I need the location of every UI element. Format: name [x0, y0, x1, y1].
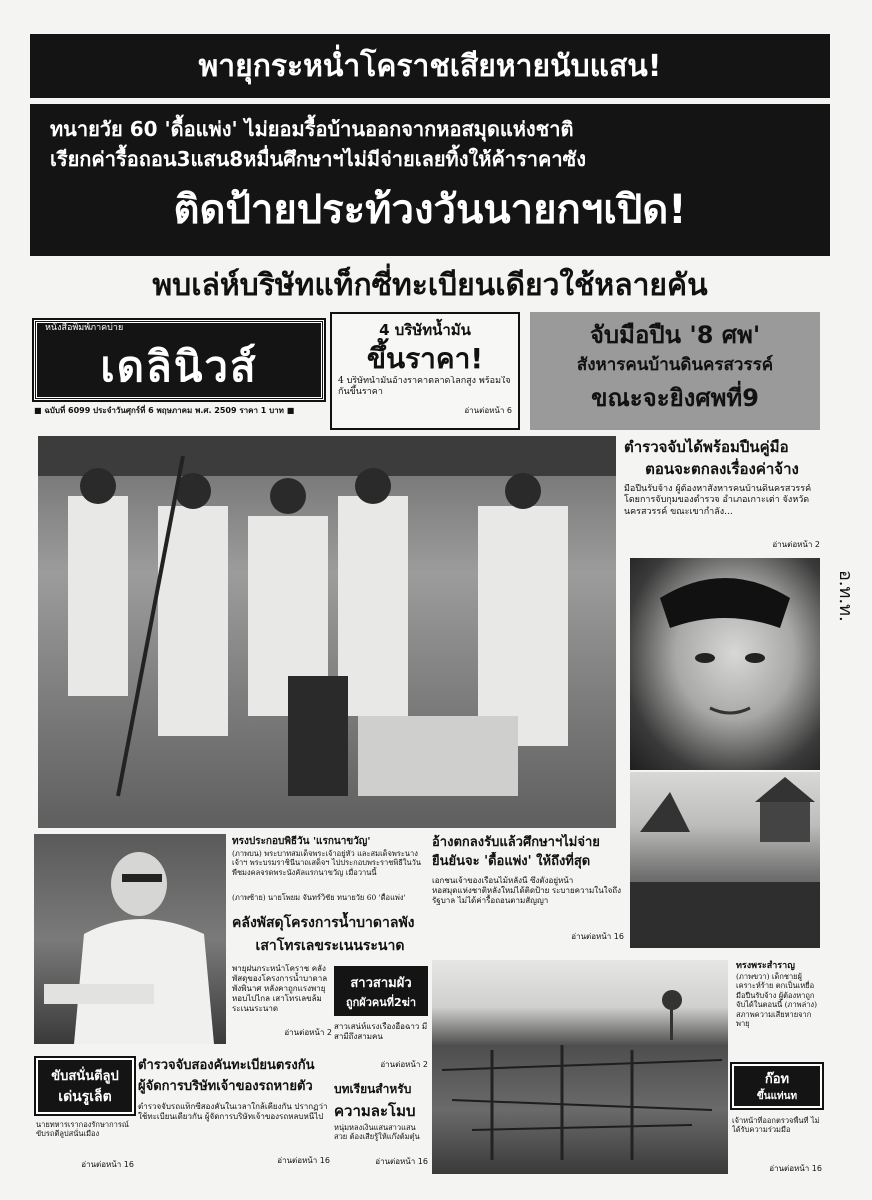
boy-portrait [630, 558, 820, 770]
water-headline-line2: เสาโทรเลขระเนนระนาด [255, 938, 405, 954]
oil-more-link[interactable]: อ่านต่อหน้า 6 [464, 406, 512, 415]
gunman-box [530, 312, 820, 430]
gunman-line3: ขณะจะยิงศพที่9 [591, 384, 759, 412]
storm-damage-photo-right [630, 772, 820, 948]
lawyer-portrait-figure [34, 834, 226, 1044]
oil-price-box [330, 312, 520, 430]
right-caption-body: (ภาพขวา) เด็กชายผู้เคราะห์ร้าย ตกเป็นเหยื่อมือปืนรับจ้าง ผู้ต้องหาถูกจับได้ในตอนนี้ (ภาพล่าง) สภาพความเสียหายจากพายุ [736, 972, 818, 1028]
lesson-more-link[interactable]: อ่านต่อหน้า 16 [375, 1157, 428, 1166]
headline-protest: ติดป้ายประท้วงวันนายกฯเปิด! [173, 187, 687, 233]
taxi-headline-line2: ผู้จัดการบริษัทเจ้าของรถหายตัว [138, 1079, 313, 1094]
police-headline-line2: ตอนจะตกลงเรื่องค่าจ้าง [645, 460, 799, 478]
woman-title-line2: ถูกผัวคนที่2ฆ่า [345, 995, 417, 1009]
lesson-body: หนุ่มหลงเงินแสนสาวแสนสวย ต้องเสียรู้ให้แก๊งต้มตุ๋น [334, 1123, 420, 1142]
oil-title-line1: 4 บริษัทน้ำมัน [379, 321, 471, 339]
ceremony-photo [38, 436, 616, 828]
masthead-logo: เดลินิวส์ [100, 342, 258, 391]
loop-more-link[interactable]: อ่านต่อหน้า 16 [81, 1160, 134, 1169]
headline-lawyer-line2: เรียกค่ารื้อถอน3แสน8หมื่นศึกษาฯไม่มีจ่ายเลยทิ้งให้ค้าราคาซัง [50, 147, 586, 171]
taxi-body: ตำรวจจับรถแท็กซี่สองคันในเวลาใกล้เคียงกัน ปรากฏว่าใช้ทะเบียนเดียวกัน ผู้จัดการบริษัทเจ้าของรถหลบหนีไป [138, 1102, 328, 1121]
gott-box [732, 1064, 822, 1176]
masthead [34, 320, 324, 400]
lawyer-story [432, 834, 624, 950]
side-mark: อ.ท.ท. [835, 570, 856, 622]
woman-title-line1: สาวสามผัว [350, 975, 412, 991]
storm-damage-right-trees [630, 772, 820, 948]
water-body: พายุฝนกระหน่ำโคราช คลังพัสดุของโครงการน้ำบาดาลพังพินาศ หลังคาถูกแรงพายุหอบไปไกล เสาโทรเลขล้มระเนนระนาด [232, 964, 328, 1013]
woman-more-link[interactable]: อ่านต่อหน้า 2 [380, 1060, 428, 1069]
headline-taxi: พบเล่ห์บริษัทแท็กซี่ทะเบียนเดียวใช้หลายคัน [152, 268, 708, 303]
woman-box [334, 966, 428, 1078]
lawyer-headline-line1: อ้างตกลงรับแล้วศึกษาฯไม่จ่าย [432, 835, 600, 850]
taxi-more-link[interactable]: อ่านต่อหน้า 16 [277, 1156, 330, 1165]
ceremony-caption-title: ทรงประกอบพิธีวัน 'แรกนาขวัญ' [232, 836, 371, 847]
lawyer-portrait [34, 834, 226, 1044]
loop-title [36, 1058, 134, 1114]
storm-damage-photo-bottom [432, 960, 728, 1174]
gunman-line1: จับมือปืน '8 ศพ' [589, 321, 761, 349]
headline-storm: พายุกระหน่ำโคราชเสียหายนับแสน! [30, 34, 830, 98]
lawyer-more-link[interactable]: อ่านต่อหน้า 16 [571, 932, 624, 941]
lesson-title-line1: บทเรียนสำหรับ [334, 1082, 412, 1096]
loop-title-line1: ขับสนั่นตีลูป [51, 1068, 119, 1084]
boy-portrait-face [630, 558, 820, 770]
police-story [624, 436, 820, 556]
loop-body: นายทหารเรากองรักษาการณ์ขับรถตีลูปสนั่นเมือง [36, 1120, 129, 1139]
loop-box [36, 1058, 134, 1176]
gott-body: เจ้าหน้าที่ออกตรวจพื้นที่ ไม่ได้รับความร่วมมือ [732, 1116, 820, 1135]
issue-line: ■ ฉบับที่ 6099 ประจำวันศุกร์ที่ 6 พฤษภาคม พ.ศ. 2509 ราคา 1 บาท ■ [34, 406, 295, 415]
woman-title [334, 966, 428, 1016]
police-more-link[interactable]: อ่านต่อหน้า 2 [772, 540, 820, 549]
gott-title [732, 1064, 822, 1108]
headline-lawyer-line1: ทนายวัย 60 'ดื้อแพ่ง' ไม่ยอมรื้อบ้านออกจากหอสมุดแห่งชาติ [50, 117, 574, 141]
woman-body: สาวเสน่ห์แรงเรื่องอื้อฉาว มีสามีถึงสามคน [334, 1022, 428, 1041]
ceremony-caption [232, 834, 428, 908]
water-more-link[interactable]: อ่านต่อหน้า 2 [284, 1028, 332, 1037]
ceremony-caption-body: (ภาพบน) พระบาทสมเด็จพระเจ้าอยู่หัว และสมเด็จพระนางเจ้าฯ พระบรมราชินีนาถเสด็จฯ ไปประกอบพระราชพิธีในวันพืชมงคลจรดพระนังคัลแรกนาขวัญ เมื่อวานนี้ [232, 849, 421, 877]
taxi-headline-line1: ตำรวจจับสองคันทะเบียนตรงกัน [138, 1058, 315, 1073]
oil-title-line2: ขึ้นราคา! [366, 342, 484, 375]
ceremony-caption-credit: (ภาพซ้าย) นายโพยม จันทร์วิชัย ทนายวัย 60 'ดื้อแพ่ง' [232, 893, 406, 902]
gunman-line2: สังหารคนบ้านดินครสวรรค์ [576, 355, 774, 375]
lesson-box [334, 1080, 428, 1176]
gott-title-line1: ก๊อท [764, 1072, 790, 1087]
storm-damage-bottom-rubble [432, 960, 728, 1174]
right-caption-title: ทรงพระสำราญ [736, 961, 795, 971]
gott-title-line2: ขึ้นแท่นท [756, 1091, 798, 1102]
water-headline-line1: คลังพัสดุโครงการน้ำบาดาลพัง [232, 915, 415, 931]
gott-more-link[interactable]: อ่านต่อหน้า 16 [769, 1164, 822, 1173]
lawyer-body: เอกชนเจ้าของเรือนไม้หลังนี้ ซึ่งตั้งอยู่หน้าหอสมุดแห่งชาติหลังใหม่ได้ติดป้าย ระบายความในใจถึงรัฐบาล ไม่ได้ค่ารื้อถอนตามสัญญา [432, 876, 622, 905]
police-body: มือปืนรับจ้าง ผู้ต้องหาสังหารคนบ้านดินครสวรรค์ โดยการจับกุมของตำรวจ อำเภอเกาะเต่า จังหวัดนครสวรรค์ ขณะเขากำลัง... [624, 484, 812, 517]
oil-body: 4 บริษัทน้ำมันอ้างราคาตลาดโลกสูง พร้อมใจกันขึ้นราคา [338, 376, 511, 398]
headline-lawyer [30, 104, 830, 256]
masthead-tagline: หนังสือพิมพ์ภาคบ่าย [45, 323, 124, 333]
police-headline-line1: ตำรวจจับได้พร้อมปืนคู่มือ [624, 438, 789, 456]
lesson-title-line2: ความละโมบ [334, 1102, 416, 1120]
ceremony-photo-figures [38, 436, 616, 828]
taxi-story [138, 1056, 330, 1176]
loop-title-line2: เด่นรูเล็ต [58, 1088, 112, 1105]
lawyer-headline-line2: ยืนยันจะ 'ดื้อแพ่ง' ให้ถึงที่สุด [432, 854, 591, 869]
